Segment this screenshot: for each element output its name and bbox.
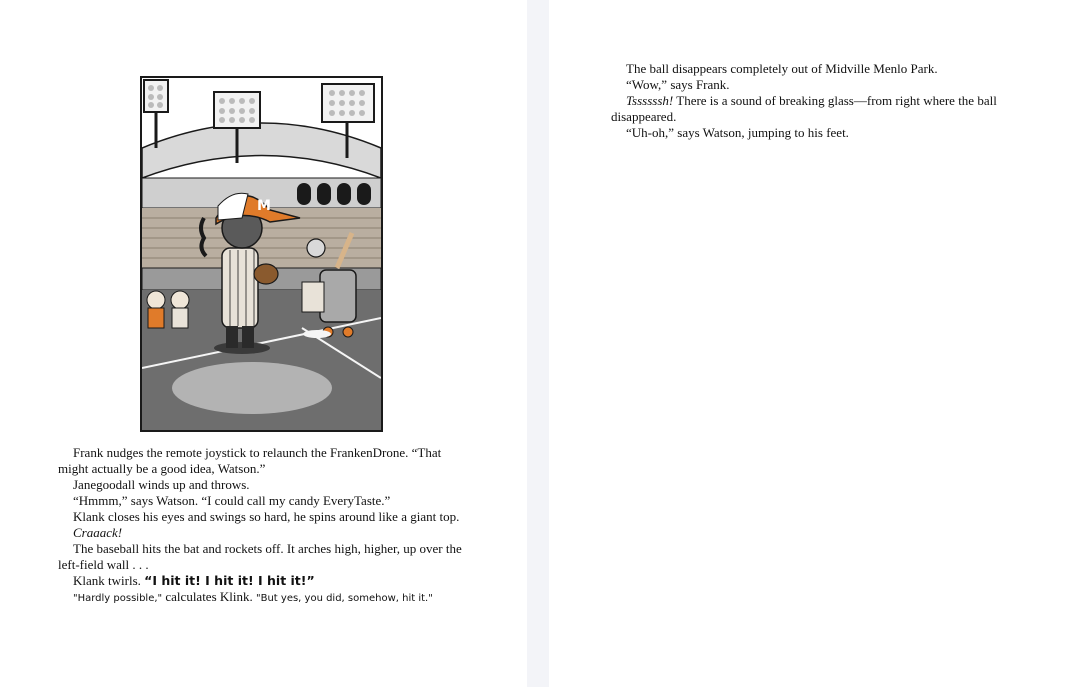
klink-dialogue: "Hardly possible," (73, 593, 163, 604)
narration: calculates Klink. (162, 589, 256, 604)
klank-shout: “I hit it! I hit it! I hit it!” (144, 573, 315, 588)
paragraph: The baseball hits the bat and rockets off. It arches high, higher, up over the left-field wall . . . (58, 541, 462, 572)
paragraph: “Wow,” says Frank. (626, 77, 730, 92)
paragraph: Frank nudges the remote joystick to relaunch the FrankenDrone. “That might actually be a good idea, Watson.” (58, 445, 442, 476)
sound-effect: Craaack! (73, 525, 123, 540)
paragraph (58, 525, 468, 541)
narration: Klank twirls. (73, 573, 145, 588)
paragraph (58, 573, 468, 589)
paragraph: “Uh-oh,” says Watson, jumping to his feet. (626, 125, 849, 140)
klink-dialogue: "But yes, you did, somehow, hit it." (256, 593, 433, 604)
left-page (0, 0, 527, 687)
paragraph (58, 589, 468, 607)
paragraph: Janegoodall winds up and throws. (73, 477, 250, 492)
baseball-illustration (140, 76, 383, 432)
left-page-text (58, 445, 468, 607)
paragraph: “Hmmm,” says Watson. “I could call my candy EveryTaste.” (73, 493, 391, 508)
right-page-text (611, 61, 1011, 141)
paragraph (611, 93, 1011, 125)
page-gutter (527, 0, 549, 687)
paragraph: Klank closes his eyes and swings so hard, he spins around like a giant top. (73, 509, 460, 524)
narration: There is a sound of breaking glass—from right where the ball disappeared. (611, 93, 997, 124)
paragraph: The ball disappears completely out of Midville Menlo Park. (626, 61, 938, 76)
sound-effect: Tssssssh! (626, 93, 674, 108)
stadium-scene (142, 78, 381, 430)
cap-letter: M (257, 198, 271, 214)
